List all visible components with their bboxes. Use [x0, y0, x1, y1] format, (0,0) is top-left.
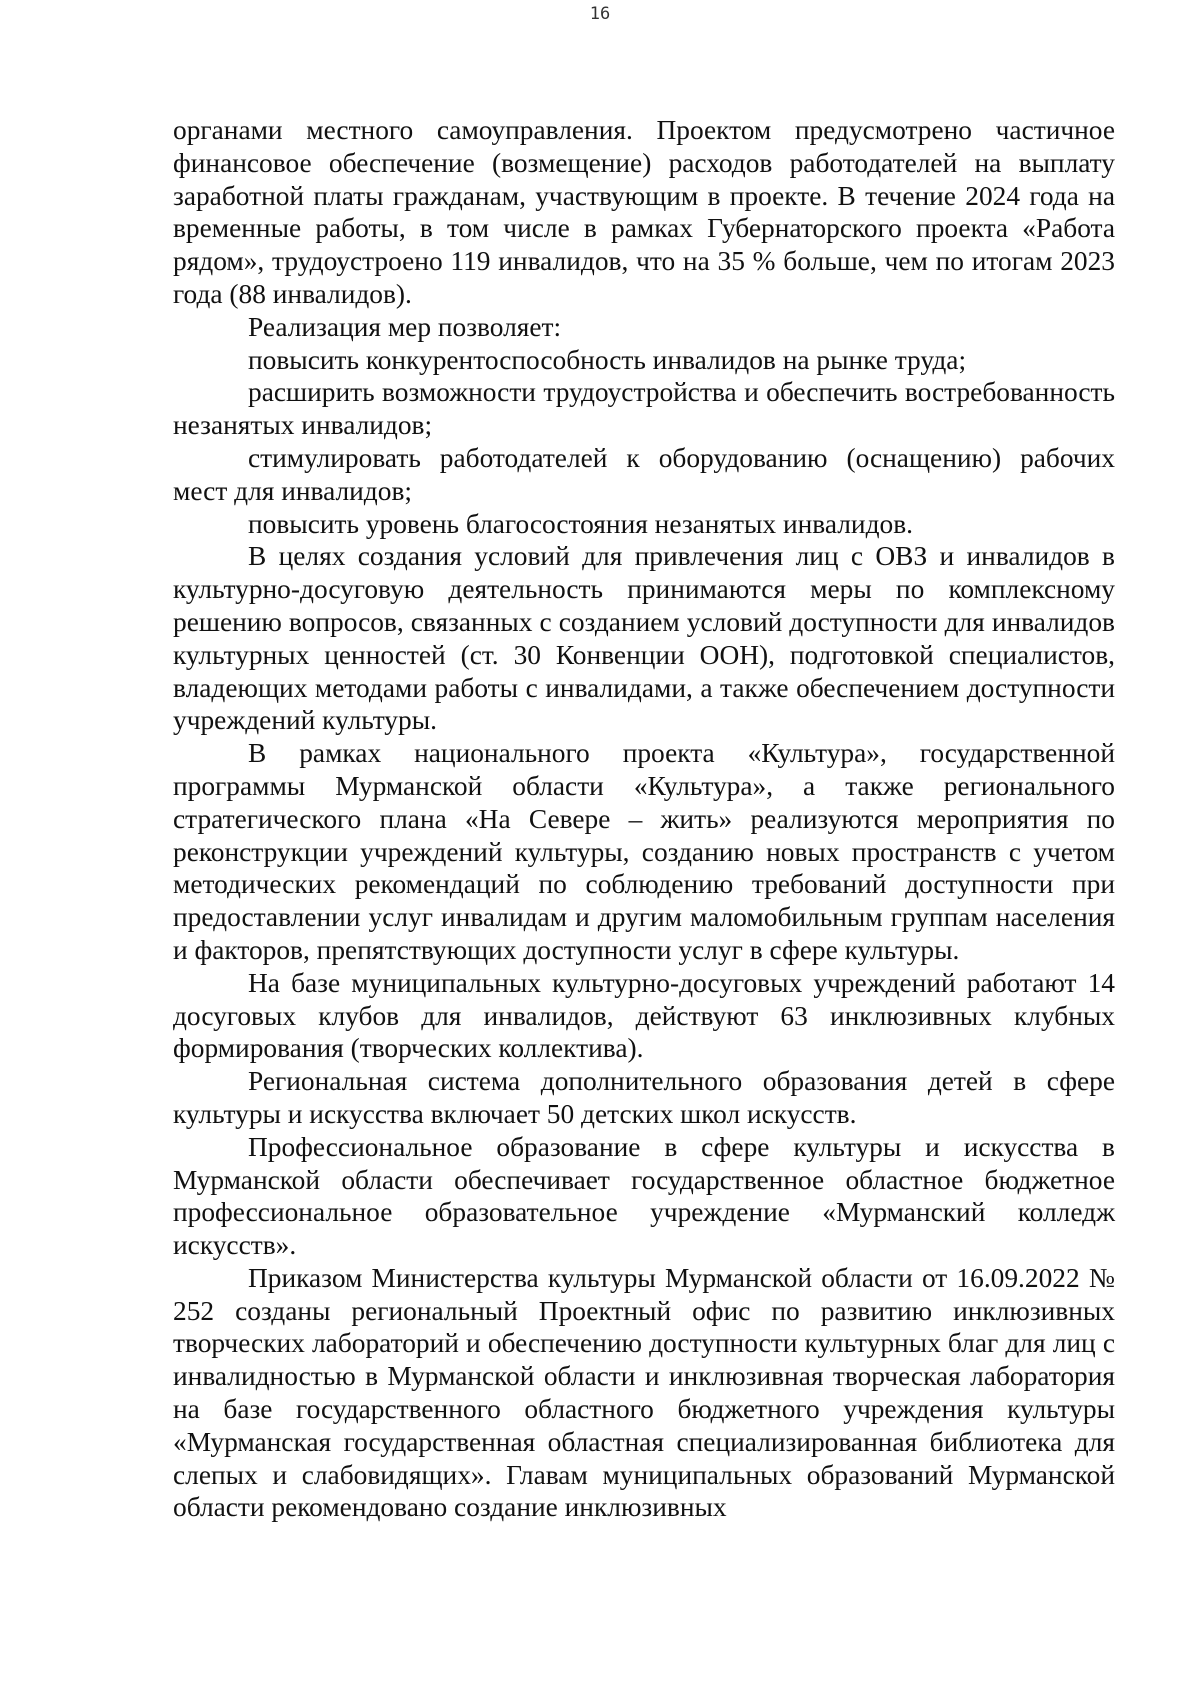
paragraph: В целях создания условий для привлечения лиц с ОВЗ и инвалидов в культурно-досуговую деятельность принимаются меры по комплексному решению вопросов, связанных с созданием условий доступности для инвалидов культурных ценностей (ст. 30 Конвенции ООН), подготовкой специалистов, владеющих методами работы с инвалидами, а также обеспечением доступности учреждений культуры. [173, 541, 1115, 736]
paragraph: органами местного самоуправления. Проектом предусмотрено частичное финансовое обеспечение (возмещение) расходов работодателей на выплату заработной платы гражданам, участвующим в проекте. В течение 2024 года на временные работы, в том числе в рамках Губернаторского проекта «Работа рядом», трудоустроено 119 инвалидов, что на 35 % больше, чем по итогам 2023 года (88 инвалидов). [173, 115, 1115, 309]
paragraph: В рамках национального проекта «Культура», государственной программы Мурманской области «Культура», а также регионального стратегического плана «На Севере – жить» реализуются мероприятия по реконструкции учреждений культуры, созданию новых пространств с учетом методических рекомендаций по соблюдению требований доступности при предоставлении услуг инвалидам и другим маломобильным группам населения и факторов, препятствующих доступности услуг в сфере культуры. [173, 738, 1115, 965]
paragraph: расширить возможности трудоустройства и обеспечить востребованность незанятых инвалидов; [173, 377, 1115, 441]
paragraph: повысить уровень благосостояния незанятых инвалидов. [248, 508, 913, 539]
paragraph: Реализация мер позволяет: [248, 311, 562, 342]
paragraph: стимулировать работодателей к оборудованию (оснащению) рабочих мест для инвалидов; [173, 442, 1115, 506]
paragraph: Приказом Министерства культуры Мурманской области от 16.09.2022 № 252 созданы региональный Проектный офис по развитию инклюзивных творческих лабораторий и обеспечению доступности культурных благ для лиц с инвалидностью в Мурманской области и инклюзивная творческая лаборатория на базе государственного областного бюджетного учреждения культуры «Мурманская государственная областная специализированная библиотека для слепых и слабовидящих». Главам муниципальных образований Мурманской области рекомендовано создание инклюзивных [173, 1262, 1115, 1523]
document-body [173, 114, 1115, 1524]
paragraph: Профессиональное образование в сфере культуры и искусства в Мурманской области обеспечивает государственное областное бюджетное профессиональное образовательное учреждение «Мурманский колледж искусств». [173, 1131, 1115, 1261]
paragraph: повысить конкурентоспособность инвалидов на рынке труда; [248, 344, 967, 375]
page-number: 16 [589, 4, 611, 24]
paragraph: Региональная система дополнительного образования детей в сфере культуры и искусства включает 50 детских школ искусств. [173, 1066, 1115, 1129]
paragraph: На базе муниципальных культурно-досуговых учреждений работают 14 досуговых клубов для инвалидов, действуют 63 инклюзивных клубных формирования (творческих коллектива). [173, 967, 1115, 1064]
